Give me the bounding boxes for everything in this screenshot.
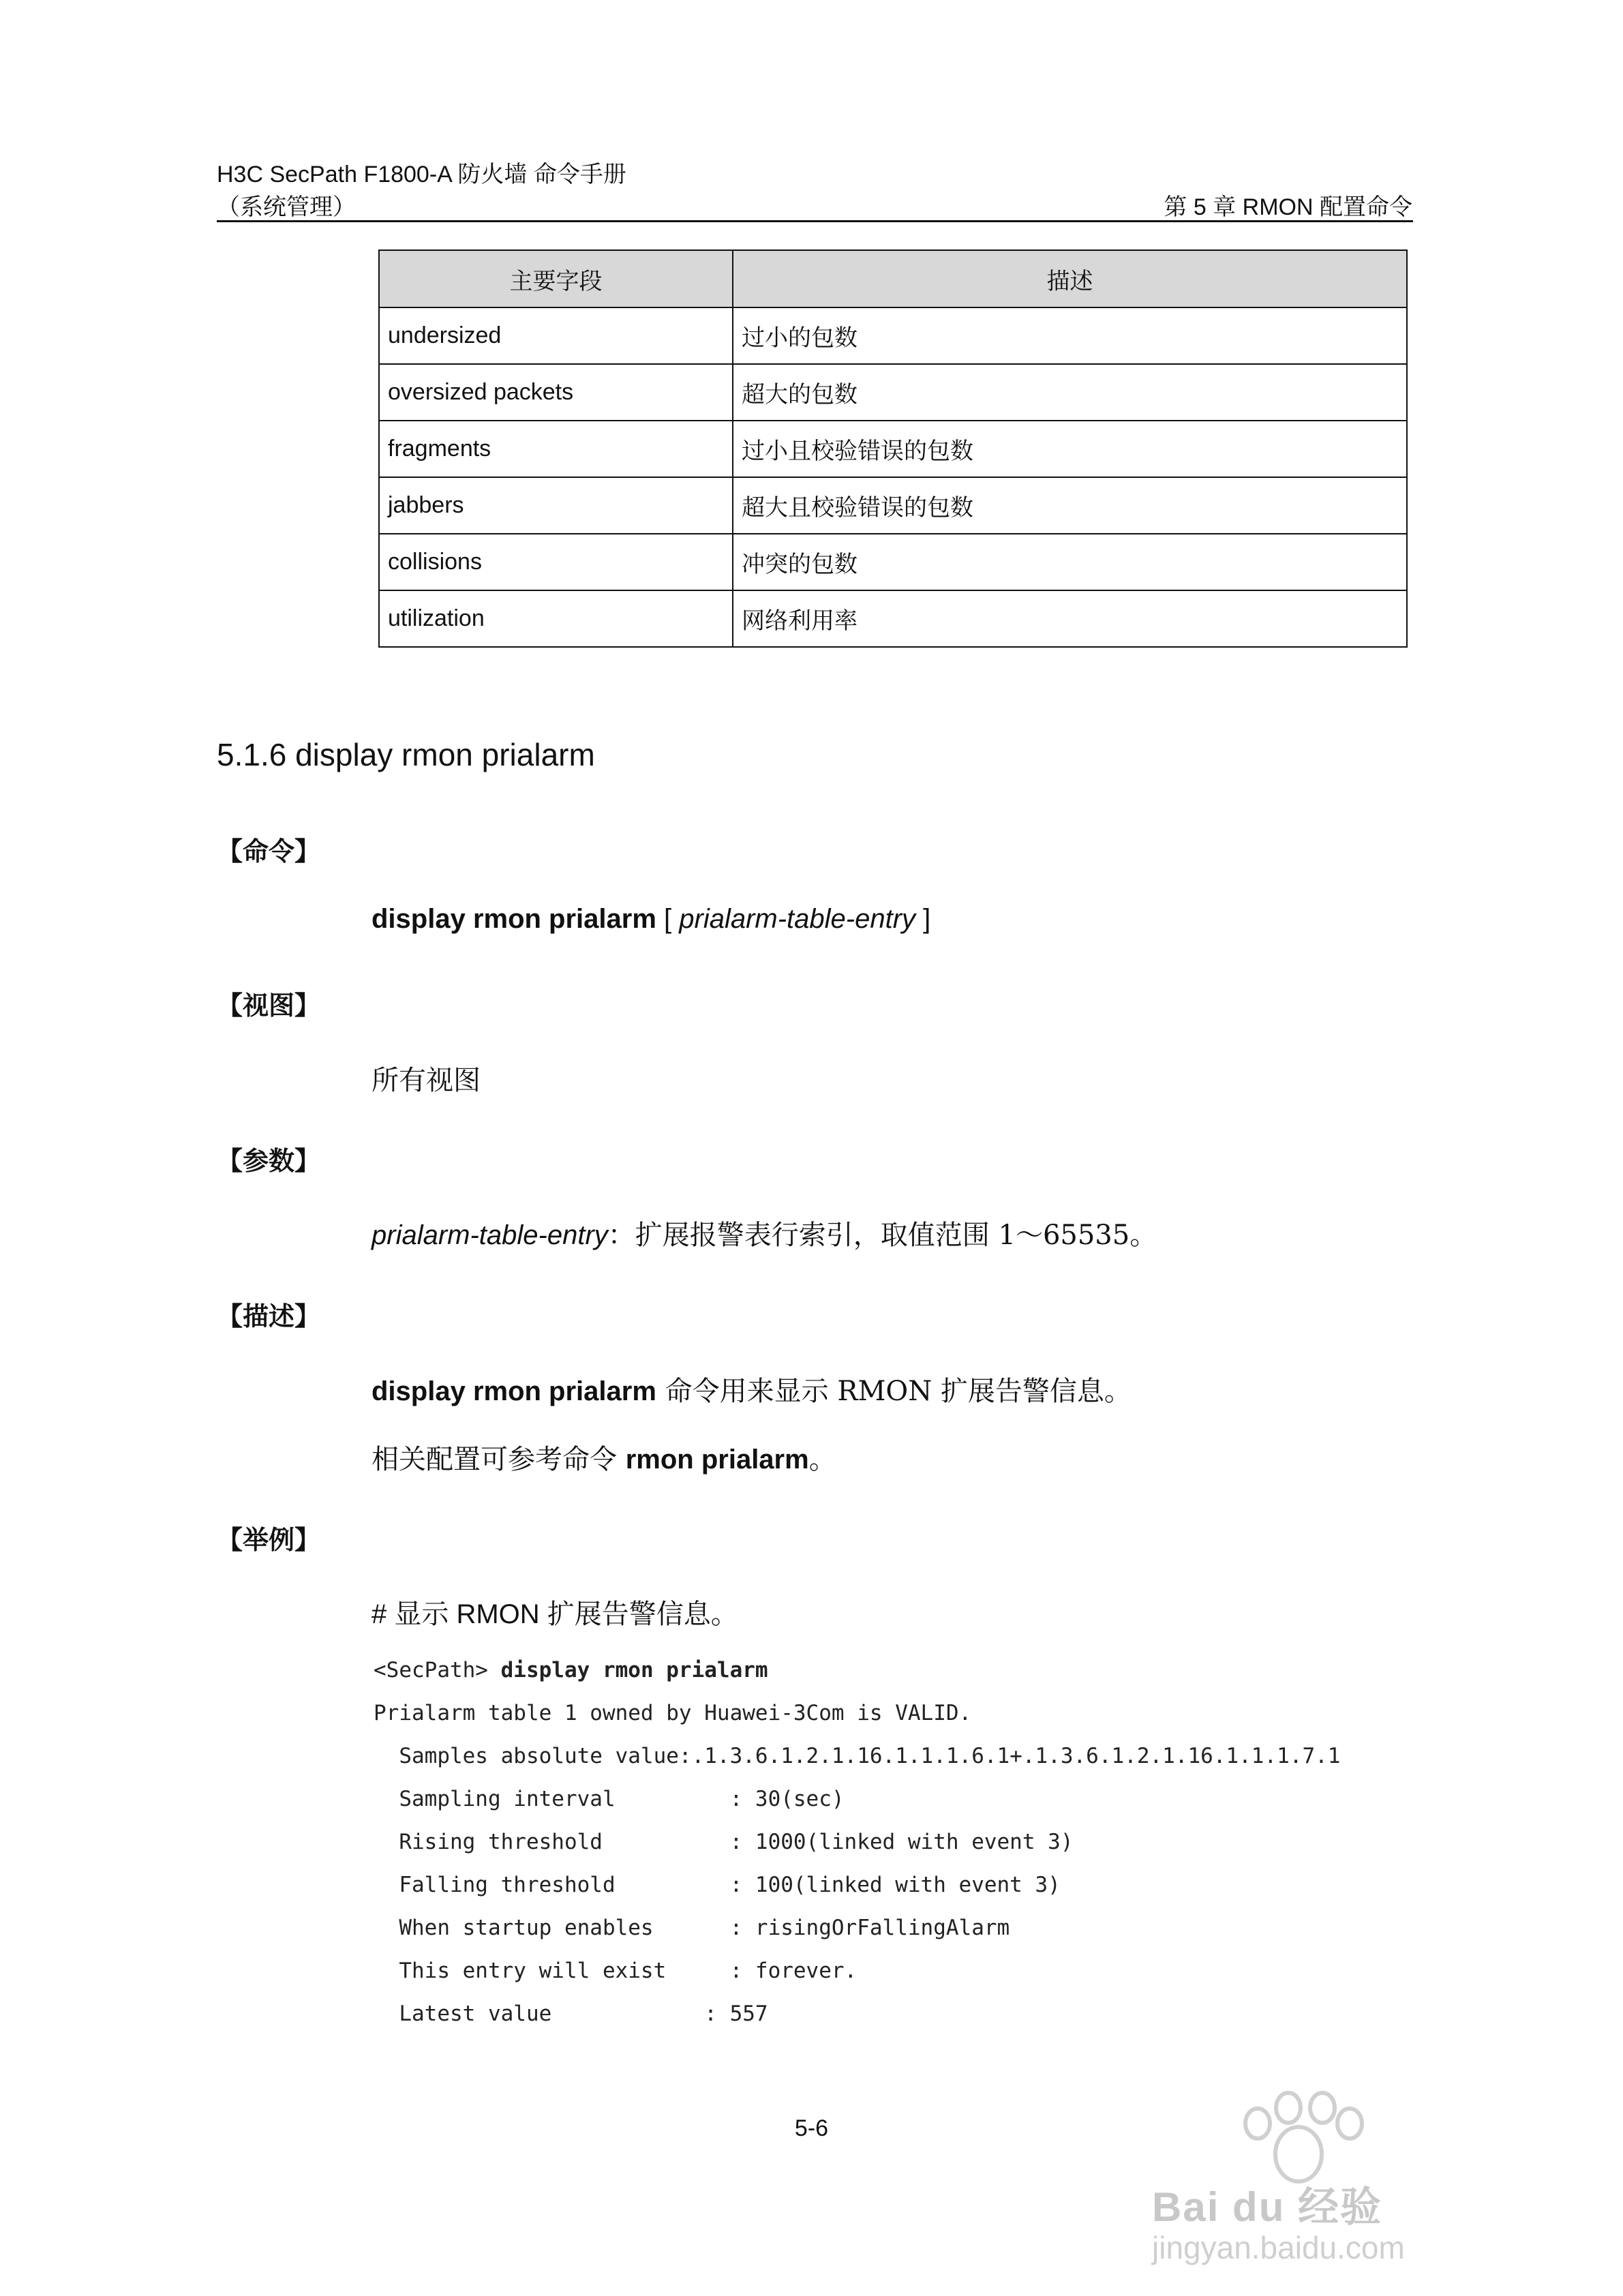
code-line: Sampling interval : 30(sec) [374, 1787, 845, 1811]
example-intro: # 显示 RMON 扩展告警信息。 [371, 1599, 738, 1629]
description-body: 命令用来显示 RMON 扩展告警信息。 [656, 1376, 1132, 1407]
section-title: 5.1.6 display rmon prialarm [217, 737, 595, 772]
table-cell-description: 超大的包数 [733, 364, 1407, 421]
header-title: H3C SecPath F1800-A 防火墙 命令手册 [217, 162, 626, 187]
fields-table [378, 250, 1408, 648]
table-cell-field: oversized packets [379, 364, 733, 421]
command-argument: prialarm-table-entry [679, 904, 916, 934]
table-cell-description: 过小的包数 [733, 307, 1407, 364]
code-line: This entry will exist : forever. [374, 1959, 858, 1983]
related-command: rmon prialarm [625, 1445, 809, 1475]
table-row [379, 364, 1407, 421]
command-open-bracket: [ [656, 904, 680, 934]
header-subtitle: （系统管理） [217, 194, 356, 220]
table-row [379, 307, 1407, 364]
watermark-url: jingyan.baidu.com [1152, 2230, 1405, 2265]
command-name: display rmon prialarm [371, 904, 656, 934]
table-cell-field: jabbers [379, 477, 733, 534]
code-prompt: <SecPath> [374, 1658, 501, 1682]
view-text: 所有视图 [371, 1065, 481, 1096]
table-cell-description: 过小且校验错误的包数 [733, 421, 1407, 477]
table-cell-field: undersized [379, 307, 733, 364]
params-label: 【参数】 [217, 1147, 321, 1176]
table-header-row [379, 250, 1407, 307]
table-row [379, 477, 1407, 534]
table-cell-field: collisions [379, 534, 733, 590]
table-row [379, 421, 1407, 477]
table-cell-description: 超大且校验错误的包数 [733, 477, 1407, 534]
command-syntax [371, 904, 930, 935]
code-prompt-line [374, 1658, 768, 1682]
description-command: display rmon prialarm [371, 1376, 656, 1406]
table-cell-description: 冲突的包数 [733, 534, 1407, 590]
code-line: Falling threshold : 100(linked with event 3) [374, 1873, 1061, 1897]
code-command: display rmon prialarm [500, 1658, 768, 1682]
table-header-field: 主要字段 [379, 250, 733, 307]
param-description: ：扩展报警表行索引，取值范围 1～65535。 [607, 1220, 1157, 1251]
command-close-bracket: ] [915, 904, 931, 934]
param-name: prialarm-table-entry [371, 1220, 608, 1250]
header-rule [217, 220, 1413, 222]
header-chapter: 第 5 章 RMON 配置命令 [1164, 194, 1412, 220]
code-line: When startup enables : risingOrFallingAlarm [374, 1916, 1010, 1940]
code-line: Rising threshold : 1000(linked with event 3) [374, 1830, 1074, 1854]
code-line: Prialarm table 1 owned by Huawei-3Com is VALID. [374, 1701, 972, 1725]
table-row [379, 534, 1407, 590]
related-suffix: 。 [808, 1444, 836, 1475]
view-label: 【视图】 [217, 992, 321, 1021]
params-text [371, 1213, 1157, 1252]
table-row [379, 590, 1407, 647]
watermark-brand: Bai du 经验 [1152, 2184, 1383, 2230]
description-text [371, 1370, 1132, 1408]
table-cell-field: utilization [379, 590, 733, 647]
code-line: Samples absolute value:.1.3.6.1.2.1.16.1.1.1.6.1+.1.3.6.1.2.1.16.1.1.1.7.1 [374, 1744, 1341, 1768]
table-cell-description: 网络利用率 [733, 590, 1407, 647]
related-prefix: 相关配置可参考命令 [371, 1444, 626, 1475]
table-cell-field: fragments [379, 421, 733, 477]
description-related [371, 1438, 836, 1477]
code-line: Latest value : 557 [374, 2002, 768, 2026]
table-header-description: 描述 [733, 250, 1407, 307]
command-label: 【命令】 [217, 838, 321, 866]
page-number: 5-6 [794, 2115, 829, 2141]
description-label: 【描述】 [217, 1303, 321, 1331]
example-label: 【举例】 [217, 1526, 321, 1555]
